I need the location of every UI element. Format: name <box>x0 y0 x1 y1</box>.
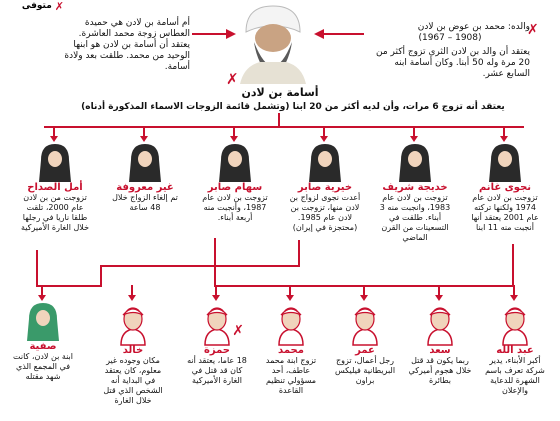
wife-description: تزوجت بن لادن عام 1987، وأنجبت منه أربعة أبناء. <box>202 193 268 222</box>
osama-portrait <box>232 2 314 84</box>
woman-hijab-icon <box>483 142 527 182</box>
father-years: (1908 – 1967) <box>418 33 482 43</box>
child-name: خالد <box>122 345 144 356</box>
father-title: والده: محمد بن عوض بن لادن <box>417 22 530 32</box>
marriages-summary: يعتقد أنه تزوج 6 مرات، وأن لديه أكثر من 20 ابنا (وتشمل قائمة الزوجات الاسماء المذكورة أدناه) <box>81 102 505 112</box>
child-description: تزوج ابنة محمد عاطف، أحد مسؤولي تنظيم القاعدة <box>265 356 317 395</box>
wife-name: أمل الصداح <box>27 182 83 193</box>
woman-hijab-icon <box>393 142 437 182</box>
arrow-left-icon <box>314 29 324 39</box>
father-block <box>370 22 530 80</box>
child-description: مكان وجوده غير معلوم، كان يعتقد في البداية أنه الشخص الذي قتل خلال الغارة <box>103 356 163 405</box>
child-card <box>258 301 324 396</box>
wife-card <box>198 142 272 223</box>
wife-name: غير معروفة <box>116 182 174 193</box>
child-description: ابنة بن لادن، كانت في المجمع الذي شهد مقتله <box>12 352 73 381</box>
man-icon <box>269 301 313 345</box>
man-icon <box>343 301 387 345</box>
wife-card <box>18 142 92 233</box>
child-name: صفية <box>29 341 57 352</box>
child-card <box>332 301 398 386</box>
woman-hijab-icon <box>123 142 167 182</box>
child-card <box>482 301 548 396</box>
child-card <box>184 301 250 386</box>
wife-description: تزوجت من بن لادن عام 2000، تلقت طلقا ناريا في رجلها خلال الغارة الأميركية <box>20 193 90 232</box>
father-description: يعتقد أن والد بن لادن الثري تزوج أكثر من 20 مرة وله 50 أبنا. وكان أسامة ابنه السابع عشر. <box>376 47 530 79</box>
x-mark-icon: ✗ <box>54 0 64 13</box>
woman-hijab-icon <box>303 142 347 182</box>
wife-description: أعدت نجوى لزواج بن لادن منها، تزوجت بن لادن عام 1985. (محتجزة في إيران) <box>289 193 361 232</box>
man-icon <box>418 301 462 345</box>
child-name: محمد <box>278 345 304 356</box>
child-name: عمر <box>355 345 375 356</box>
wife-description: تزوجت بن لادن عام 1983، وانجبت منه 3 أبناء. طلقت في التسعينات من القرن الماضي <box>379 193 451 242</box>
child-card <box>407 301 473 386</box>
child-description: 18 عاما، يعتقد أنه كان قد قتل في الغارة الأميركية <box>187 356 247 385</box>
child-name: حمزة <box>203 345 231 356</box>
mother-description: أم أسامة بن لادن هي حميدة العطاس زوجة محمد العاشرة. يعتقد أن أسامة بن لادن هو ابنها الوحيد من محمد. طلقت بعد ولادة أسامة. <box>64 18 190 72</box>
wife-card <box>108 142 182 213</box>
wife-card <box>378 142 452 243</box>
woman-hijab-icon <box>33 142 77 182</box>
girl-hijab-icon <box>21 301 65 341</box>
deceased-x-icon: ✗ <box>232 323 244 339</box>
wife-description: تزوجت بن لادن عام 1974 ولكنها تركته عام 2001 يعتقد أنها أنجبت منه 11 ابنا <box>471 193 539 232</box>
wife-description: تم إلغاء الزواج خلال 48 ساعة <box>112 193 178 212</box>
wife-card <box>288 142 362 233</box>
legend-label: متوفى <box>21 1 52 11</box>
center-name: أسامة بن لادن <box>241 86 319 99</box>
legend <box>4 0 64 12</box>
woman-hijab-icon <box>213 142 257 182</box>
deceased-x-icon: ✗ <box>527 22 539 38</box>
deceased-x-icon: ✗ <box>226 70 239 88</box>
child-card <box>10 301 76 382</box>
child-description: ربما يكون قد قتل خلال هجوم أميركي بطائرة <box>408 356 472 385</box>
child-card <box>100 301 166 406</box>
child-description: أكبر الأبناء، يدير شركة تعرف باسم الشهرة للدعاية والإعلان <box>485 356 545 395</box>
child-description: رجل أعمال، تزوج البريطانية فيليكس براون <box>334 356 396 385</box>
wife-name: خديجة شريف <box>382 182 448 193</box>
wife-name: سهام صابر <box>207 182 263 193</box>
wife-name: خيرية صابر <box>297 182 353 193</box>
wife-name: نجوى غانم <box>478 182 532 193</box>
man-icon <box>493 301 537 345</box>
child-name: عبد الله <box>496 345 534 356</box>
man-icon <box>111 301 155 345</box>
wife-card <box>468 142 542 233</box>
child-name: سعد <box>429 345 451 356</box>
